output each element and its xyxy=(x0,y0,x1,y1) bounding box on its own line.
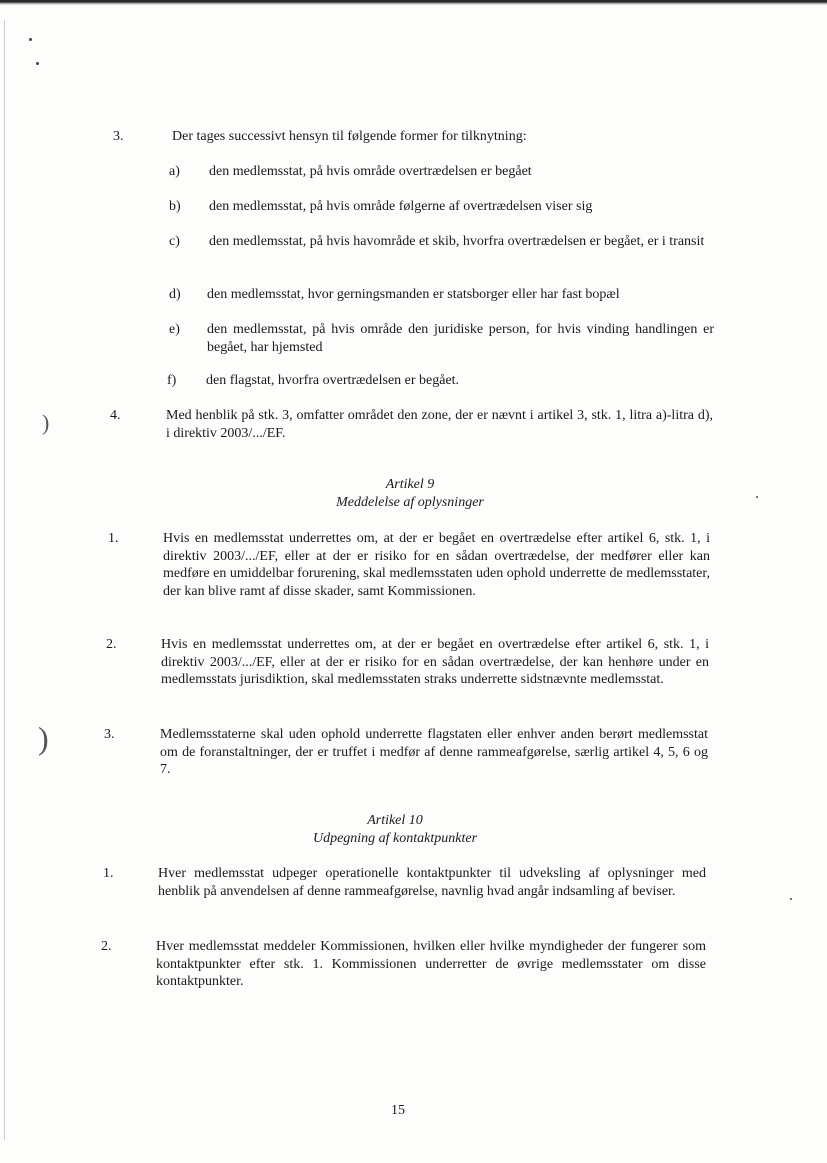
paragraph-text: Medlemsstaterne skal uden ophold underrette flagstaten eller enhver anden berørt medlemsstat om de foranstaltninger, der er truffet i medfør af denne rammeafgørelse, særlig artikel 4, 5, 6 og 7. xyxy=(160,727,708,777)
list-item-text: den medlemsstat, på hvis område følgerne af overtrædelsen viser sig xyxy=(209,199,593,214)
list-item-text: den medlemsstat, på hvis område overtrædelsen er begået xyxy=(209,164,532,179)
article-title: Artikel 9 xyxy=(385,477,435,492)
page-number: 15 xyxy=(391,1103,405,1118)
list-letter: c) xyxy=(169,234,180,249)
list-letter: e) xyxy=(169,322,180,337)
paragraph-number: 3. xyxy=(104,727,115,742)
list-item-text: den medlemsstat, på hvis havområde et skib, hvorfra overtrædelsen er begået, er i transit xyxy=(209,234,705,249)
list-item-text: den medlemsstat, på hvis område den juridiske person, for hvis vinding handlingen er begået, har hjemsted xyxy=(207,322,714,355)
scan-top-edge xyxy=(0,0,827,5)
list-letter: d) xyxy=(169,287,181,302)
scan-speck xyxy=(29,38,32,41)
scan-speck xyxy=(36,62,39,65)
scan-speck xyxy=(756,496,758,498)
article-title: Artikel 10 xyxy=(367,813,423,828)
paragraph-number: 2. xyxy=(101,939,112,954)
scan-punch-mark: ) xyxy=(38,720,49,756)
paragraph-text: Der tages successivt hensyn til følgende former for tilknytning: xyxy=(172,129,527,144)
list-letter: a) xyxy=(169,164,180,179)
scan-left-edge xyxy=(4,20,5,1140)
paragraph-number: 3. xyxy=(113,129,124,144)
article-subtitle: Udpegning af kontaktpunkter xyxy=(312,831,478,846)
paragraph-text: Hver medlemsstat meddeler Kommissionen, hvilken eller hvilke myndigheder der fungerer som kontaktpunkter efter stk. 1. Kommissionen underretter de øvrige medlemsstater om disse kontaktpunkter. xyxy=(156,939,706,989)
paragraph-text: Med henblik på stk. 3, omfatter området den zone, der er nævnt i artikel 3, stk. 1, litra a)-litra d), i direktiv 2003/.../EF. xyxy=(166,408,713,441)
scan-punch-mark: ) xyxy=(42,410,50,435)
list-letter: f) xyxy=(167,373,177,388)
article-subtitle: Meddelelse af oplysninger xyxy=(336,495,484,510)
list-item-text: den medlemsstat, hvor gerningsmanden er statsborger eller har fast bopæl xyxy=(207,287,620,302)
paragraph-number: 4. xyxy=(110,408,121,423)
paragraph-text: Hver medlemsstat udpeger operationelle kontaktpunkter til udveksling af oplysninger med henblik på anvendelsen af denne rammeafgørelse, navnlig hvad angår indsamling af beviser. xyxy=(158,866,706,899)
scan-speck xyxy=(790,898,792,900)
paragraph-text: Hvis en medlemsstat underrettes om, at der er begået en overtrædelse efter artikel 6, stk. 1, i direktiv 2003/.../EF, eller at der er risiko for en sådan overtrædelse, der medfører eller kan medføre en umiddelbar forurening, skal medlemsstaten uden ophold underrette de medlemsstater, der kan blive ramt af disse skader, samt Kommissionen. xyxy=(163,531,710,599)
list-letter: b) xyxy=(169,199,181,214)
paragraph-number: 2. xyxy=(106,637,117,652)
paragraph-number: 1. xyxy=(103,866,114,881)
paragraph-text: Hvis en medlemsstat underrettes om, at der er begået en overtrædelse efter artikel 6, stk. 1, i direktiv 2003/.../EF, eller at der er risiko for en sådan overtrædelse, der kan henhøre under en medlemsstats jurisdiktion, skal medlemsstaten straks underrette sidstnævnte medlemsstat. xyxy=(161,637,709,687)
list-item-text: den flagstat, hvorfra overtrædelsen er begået. xyxy=(206,373,460,388)
paragraph-number: 1. xyxy=(108,531,119,546)
